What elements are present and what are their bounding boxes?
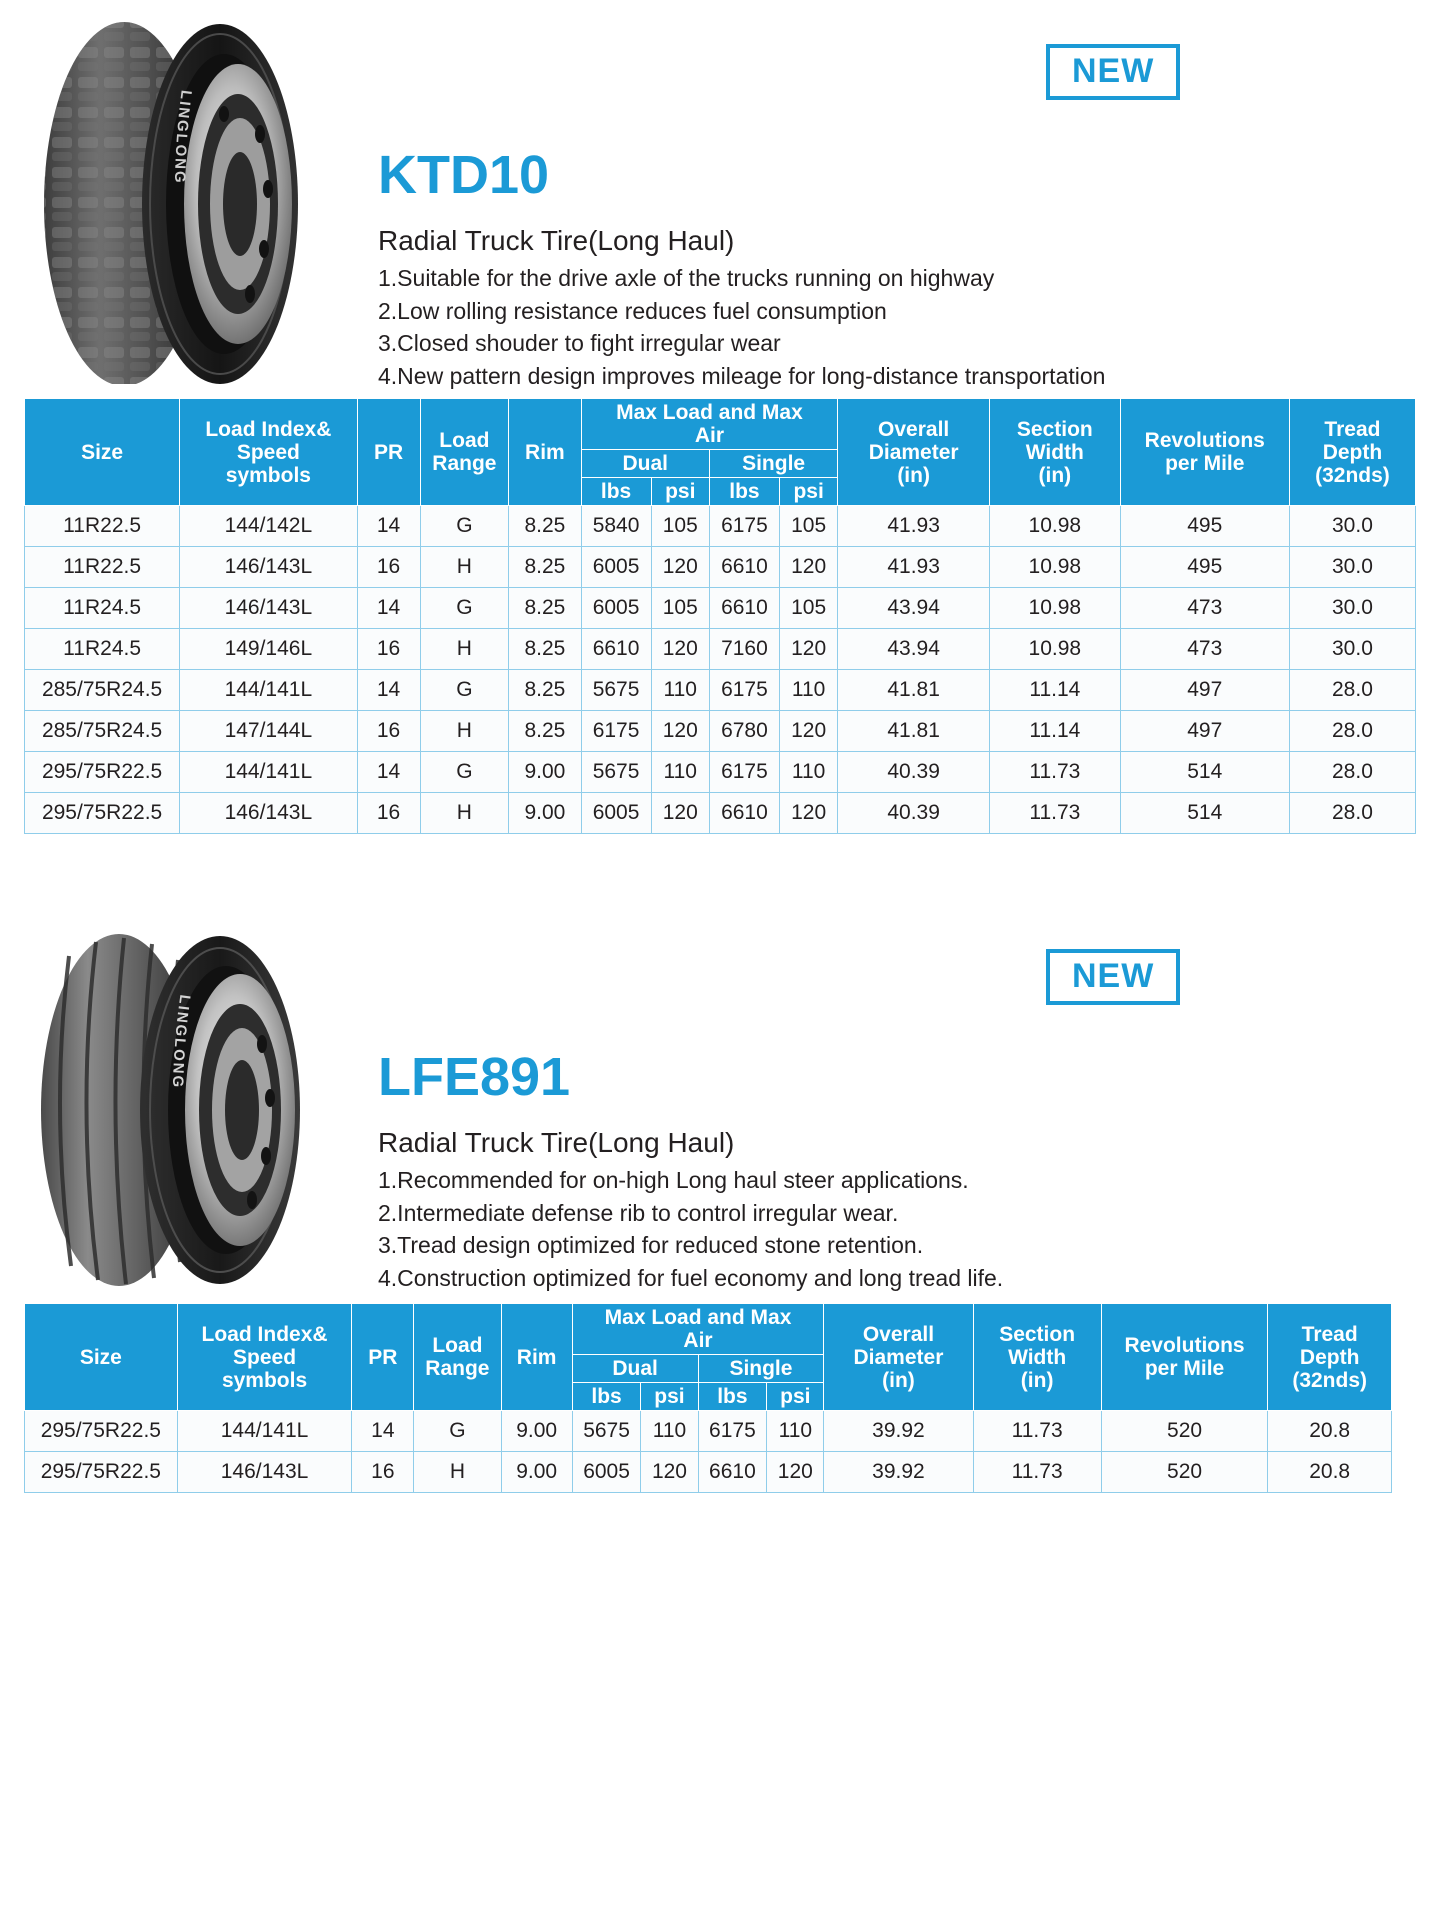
col-header-section-width-l2: Width (1025, 440, 1084, 464)
cell-dual-psi: 120 (651, 793, 709, 834)
col-header-max-load-l2: Air (683, 1329, 713, 1353)
cell-diameter: 41.93 (838, 506, 990, 547)
cell-size: 11R24.5 (25, 629, 180, 670)
col-header-revolutions-l2: per Mile (1144, 1357, 1225, 1381)
cell-load-index: 144/141L (177, 1411, 352, 1452)
cell-dual-psi: 120 (651, 629, 709, 670)
cell-diameter: 41.81 (838, 711, 990, 752)
cell-load-range: G (414, 1411, 501, 1452)
cell-single-psi: 110 (779, 670, 837, 711)
cell-tread: 20.8 (1268, 1452, 1392, 1493)
cell-size: 285/75R24.5 (25, 670, 180, 711)
feature-item: 4.New pattern design improves mileage for long-distance transportation (378, 362, 1106, 389)
cell-size: 295/75R22.5 (25, 793, 180, 834)
table-row (25, 793, 1416, 834)
col-header-revolutions-l2: per Mile (1165, 452, 1245, 476)
col-header-revolutions-l1: Revolutions (1124, 1334, 1245, 1358)
cell-tread: 30.0 (1289, 547, 1415, 588)
cell-load-index: 144/142L (180, 506, 357, 547)
feature-item: 3.Tread design optimized for reduced stone retention. (378, 1232, 924, 1259)
cell-load-range: G (420, 752, 509, 793)
col-header-load-index-l2: Speed (236, 440, 300, 464)
cell-revolutions: 497 (1120, 670, 1289, 711)
col-header-load-index-l3: symbols (221, 1368, 308, 1392)
cell-pr: 16 (357, 793, 420, 834)
cell-single-lbs: 6175 (709, 506, 779, 547)
col-header-revolutions (1101, 1304, 1268, 1411)
cell-load-range: H (414, 1452, 501, 1493)
col-header-tread-depth-l1: Tread (1324, 417, 1381, 441)
col-header-load-range-l2: Range (425, 1357, 490, 1381)
cell-rim: 8.25 (509, 670, 581, 711)
col-header-section-width (973, 1304, 1101, 1411)
cell-revolutions: 514 (1120, 793, 1289, 834)
cell-dual-lbs: 5840 (581, 506, 651, 547)
col-header-max-load-l1: Max Load and Max (616, 401, 803, 424)
svg-text:LINGLONG: LINGLONG (170, 89, 195, 185)
cell-rim: 9.00 (509, 752, 581, 793)
product-features-ktd10 (378, 262, 1105, 393)
product-subtitle-lfe891: Radial Truck Tire(Long Haul) (378, 1127, 735, 1158)
cell-revolutions: 514 (1120, 752, 1289, 793)
cell-dual-psi: 120 (641, 1452, 698, 1493)
col-header-load-index (180, 399, 357, 506)
table-row (25, 752, 1416, 793)
col-header-tread-depth (1289, 399, 1415, 506)
cell-revolutions: 473 (1120, 629, 1289, 670)
feature-item: 1.Recommended for on-high Long haul steer applications. (378, 1167, 969, 1193)
col-header-max-load (572, 1304, 824, 1355)
cell-rim: 9.00 (501, 1452, 572, 1493)
cell-load-index: 144/141L (180, 670, 357, 711)
cell-dual-psi: 105 (651, 588, 709, 629)
feature-item: 2.Low rolling resistance reduces fuel consumption (378, 297, 887, 324)
table-row (25, 711, 1416, 752)
tire-image-ktd10 (24, 14, 344, 384)
product-features-lfe891 (378, 1164, 1003, 1295)
cell-single-lbs: 6175 (698, 1411, 767, 1452)
cell-load-index: 146/143L (180, 588, 357, 629)
col-header-load-range-l1: Load (432, 1334, 483, 1358)
col-header-section-width-l1: Section (999, 1322, 1076, 1346)
col-header-tread-depth (1268, 1304, 1392, 1411)
cell-revolutions: 495 (1120, 506, 1289, 547)
table-row (25, 670, 1416, 711)
cell-single-psi: 105 (779, 588, 837, 629)
table-row (25, 588, 1416, 629)
spec-table-body-ktd10 (25, 506, 1416, 834)
cell-single-lbs: 6610 (698, 1452, 767, 1493)
cell-width: 11.14 (989, 711, 1120, 752)
col-header-tread-depth-l2: Depth (1322, 440, 1383, 464)
cell-width: 11.73 (989, 793, 1120, 834)
cell-load-range: H (420, 629, 509, 670)
col-header-load-index (177, 1304, 352, 1411)
cell-dual-lbs: 5675 (572, 1411, 641, 1452)
col-header-max-load-l2: Air (694, 424, 725, 448)
cell-single-lbs: 6175 (709, 752, 779, 793)
cell-diameter: 43.94 (838, 629, 990, 670)
col-header-single-psi: psi (767, 1383, 824, 1411)
col-header-single: Single (698, 1355, 824, 1383)
cell-tread: 20.8 (1268, 1411, 1392, 1452)
spec-table-body-lfe891 (25, 1411, 1392, 1493)
col-header-rim: Rim (509, 399, 581, 506)
cell-width: 11.73 (989, 752, 1120, 793)
cell-tread: 30.0 (1289, 588, 1415, 629)
cell-diameter: 40.39 (838, 793, 990, 834)
cell-single-lbs: 6780 (709, 711, 779, 752)
table-row (25, 1452, 1392, 1493)
cell-dual-psi: 120 (651, 711, 709, 752)
cell-dual-psi: 120 (651, 547, 709, 588)
cell-single-psi: 120 (779, 711, 837, 752)
cell-pr: 14 (357, 506, 420, 547)
cell-single-psi: 105 (779, 506, 837, 547)
col-header-single-psi: psi (779, 478, 837, 506)
cell-load-index: 146/143L (180, 547, 357, 588)
feature-item: 2.Intermediate defense rib to control irregular wear. (378, 1199, 899, 1226)
col-header-tread-depth-l3: (32nds) (1315, 463, 1390, 487)
cell-rim: 9.00 (509, 793, 581, 834)
col-header-pr: PR (357, 399, 420, 506)
cell-pr: 14 (352, 1411, 414, 1452)
cell-load-range: H (420, 793, 509, 834)
cell-width: 11.73 (973, 1452, 1101, 1493)
cell-single-psi: 110 (767, 1411, 824, 1452)
col-header-size: Size (25, 1304, 178, 1411)
table-row (25, 506, 1416, 547)
cell-load-index: 144/141L (180, 752, 357, 793)
table-row (25, 629, 1416, 670)
cell-tread: 30.0 (1289, 506, 1415, 547)
col-header-dual: Dual (581, 450, 709, 478)
cell-single-lbs: 6610 (709, 588, 779, 629)
cell-diameter: 41.81 (838, 670, 990, 711)
cell-pr: 14 (357, 670, 420, 711)
col-header-load-index-l1: Load Index& (201, 1322, 328, 1346)
col-header-overall-diameter-l2: Diameter (868, 440, 959, 464)
cell-width: 11.73 (973, 1411, 1101, 1452)
cell-pr: 16 (357, 547, 420, 588)
col-header-revolutions (1120, 399, 1289, 506)
col-header-load-range (420, 399, 509, 506)
cell-dual-psi: 110 (651, 670, 709, 711)
cell-load-index: 149/146L (180, 629, 357, 670)
cell-size: 295/75R22.5 (25, 1452, 178, 1493)
new-badge-lfe891: NEW (1046, 949, 1180, 1005)
cell-dual-lbs: 6005 (581, 588, 651, 629)
tire-image-lfe891 (24, 930, 354, 1290)
cell-revolutions: 520 (1101, 1411, 1268, 1452)
cell-single-psi: 120 (767, 1452, 824, 1493)
col-header-section-width-l1: Section (1016, 417, 1093, 441)
cell-single-lbs: 7160 (709, 629, 779, 670)
col-header-load-index-l1: Load Index& (205, 417, 332, 441)
col-header-max-load (581, 399, 838, 450)
cell-size: 11R22.5 (25, 506, 180, 547)
col-header-section-width-l3: (in) (1038, 463, 1072, 487)
table-row (25, 547, 1416, 588)
col-header-load-range-l2: Range (432, 452, 497, 476)
product-title-ktd10: KTD10 (378, 145, 550, 205)
cell-load-range: G (420, 588, 509, 629)
col-header-single-lbs: lbs (709, 478, 779, 506)
col-header-overall-diameter-l3: (in) (882, 1368, 915, 1392)
spec-table-lfe891 (24, 1303, 1392, 1493)
col-header-max-load-l1: Max Load and Max (604, 1306, 792, 1329)
cell-load-range: H (420, 711, 509, 752)
cell-single-lbs: 6610 (709, 793, 779, 834)
cell-revolutions: 520 (1101, 1452, 1268, 1493)
cell-pr: 14 (357, 588, 420, 629)
cell-rim: 8.25 (509, 629, 581, 670)
cell-pr: 14 (357, 752, 420, 793)
cell-dual-lbs: 5675 (581, 670, 651, 711)
col-header-dual-lbs: lbs (581, 478, 651, 506)
col-header-overall-diameter-l1: Overall (862, 1322, 935, 1346)
cell-dual-lbs: 6005 (572, 1452, 641, 1493)
cell-rim: 8.25 (509, 506, 581, 547)
cell-revolutions: 495 (1120, 547, 1289, 588)
spec-table-ktd10 (24, 398, 1416, 834)
cell-revolutions: 473 (1120, 588, 1289, 629)
col-header-tread-depth-l2: Depth (1299, 1345, 1360, 1369)
cell-dual-lbs: 5675 (581, 752, 651, 793)
new-badge-ktd10: NEW (1046, 44, 1180, 100)
cell-diameter: 39.92 (824, 1452, 973, 1493)
cell-tread: 28.0 (1289, 670, 1415, 711)
cell-size: 295/75R22.5 (25, 1411, 178, 1452)
cell-rim: 8.25 (509, 588, 581, 629)
svg-text:LINGLONG: LINGLONG (168, 993, 194, 1090)
col-header-pr: PR (352, 1304, 414, 1411)
col-header-dual-lbs: lbs (572, 1383, 641, 1411)
col-header-overall-diameter (838, 399, 990, 506)
cell-dual-psi: 110 (651, 752, 709, 793)
cell-tread: 28.0 (1289, 793, 1415, 834)
cell-rim: 9.00 (501, 1411, 572, 1452)
cell-tread: 28.0 (1289, 752, 1415, 793)
cell-dual-lbs: 6610 (581, 629, 651, 670)
cell-size: 11R24.5 (25, 588, 180, 629)
col-header-overall-diameter (824, 1304, 973, 1411)
cell-width: 10.98 (989, 547, 1120, 588)
cell-pr: 16 (352, 1452, 414, 1493)
col-header-dual-psi: psi (651, 478, 709, 506)
cell-rim: 8.25 (509, 711, 581, 752)
cell-load-range: H (420, 547, 509, 588)
col-header-load-range-l1: Load (439, 429, 490, 453)
cell-diameter: 43.94 (838, 588, 990, 629)
cell-load-range: G (420, 670, 509, 711)
cell-dual-lbs: 6005 (581, 793, 651, 834)
cell-dual-lbs: 6175 (581, 711, 651, 752)
col-header-single-lbs: lbs (698, 1383, 767, 1411)
cell-load-index: 146/143L (180, 793, 357, 834)
cell-width: 10.98 (989, 588, 1120, 629)
col-header-load-index-l2: Speed (233, 1345, 297, 1369)
col-header-section-width-l2: Width (1008, 1345, 1067, 1369)
product-title-lfe891: LFE891 (378, 1047, 571, 1107)
col-header-size: Size (25, 399, 180, 506)
feature-item: 1.Suitable for the drive axle of the trucks running on highway (378, 265, 995, 291)
col-header-dual: Dual (572, 1355, 698, 1383)
col-header-section-width (989, 399, 1120, 506)
col-header-load-range (414, 1304, 501, 1411)
cell-size: 295/75R22.5 (25, 752, 180, 793)
col-header-overall-diameter-l2: Diameter (853, 1345, 944, 1369)
cell-diameter: 41.93 (838, 547, 990, 588)
cell-dual-psi: 105 (651, 506, 709, 547)
cell-load-range: G (420, 506, 509, 547)
col-header-single: Single (709, 450, 837, 478)
col-header-load-index-l3: symbols (225, 463, 311, 487)
cell-single-psi: 120 (779, 547, 837, 588)
cell-load-index: 146/143L (177, 1452, 352, 1493)
cell-width: 10.98 (989, 506, 1120, 547)
cell-single-psi: 120 (779, 793, 837, 834)
col-header-overall-diameter-l1: Overall (878, 417, 950, 441)
feature-item: 4.Construction optimized for fuel economy and long tread life. (378, 1264, 1004, 1291)
cell-tread: 30.0 (1289, 629, 1415, 670)
cell-single-psi: 110 (779, 752, 837, 793)
feature-item: 3.Closed shouder to fight irregular wear (378, 330, 781, 357)
col-header-overall-diameter-l3: (in) (897, 463, 930, 487)
cell-load-index: 147/144L (180, 711, 357, 752)
col-header-section-width-l3: (in) (1020, 1368, 1054, 1392)
col-header-rim: Rim (501, 1304, 572, 1411)
cell-pr: 16 (357, 711, 420, 752)
cell-pr: 16 (357, 629, 420, 670)
cell-rim: 8.25 (509, 547, 581, 588)
cell-size: 285/75R24.5 (25, 711, 180, 752)
col-header-dual-psi: psi (641, 1383, 698, 1411)
cell-tread: 28.0 (1289, 711, 1415, 752)
cell-dual-psi: 110 (641, 1411, 698, 1452)
cell-dual-lbs: 6005 (581, 547, 651, 588)
cell-width: 11.14 (989, 670, 1120, 711)
col-header-revolutions-l1: Revolutions (1144, 429, 1265, 453)
cell-single-lbs: 6610 (709, 547, 779, 588)
cell-width: 10.98 (989, 629, 1120, 670)
col-header-tread-depth-l3: (32nds) (1292, 1368, 1368, 1392)
product-subtitle-ktd10: Radial Truck Tire(Long Haul) (378, 225, 735, 256)
cell-single-lbs: 6175 (709, 670, 779, 711)
cell-single-psi: 120 (779, 629, 837, 670)
col-header-tread-depth-l1: Tread (1301, 1322, 1358, 1346)
cell-size: 11R22.5 (25, 547, 180, 588)
cell-diameter: 40.39 (838, 752, 990, 793)
cell-revolutions: 497 (1120, 711, 1289, 752)
cell-diameter: 39.92 (824, 1411, 973, 1452)
table-row (25, 1411, 1392, 1452)
